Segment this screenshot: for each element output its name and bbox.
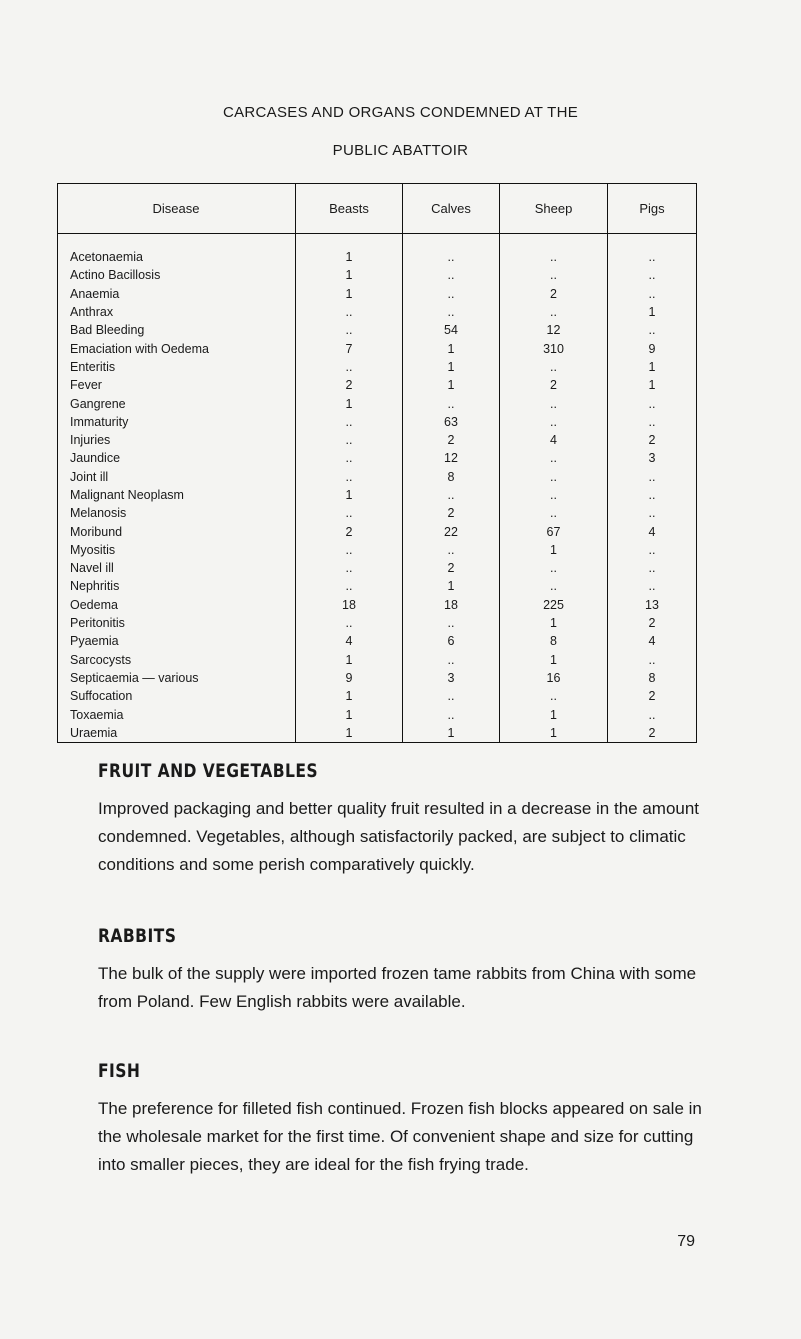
cell-pigs: ..	[608, 486, 697, 504]
table-row	[58, 724, 697, 743]
cell-calves: ..	[403, 651, 500, 669]
cell-beasts: 1	[296, 266, 403, 284]
table-row	[58, 376, 697, 394]
heading-rabbits: RABBITS	[98, 925, 177, 947]
cell-disease: Uraemia	[58, 724, 296, 743]
cell-calves: ..	[403, 541, 500, 559]
cell-calves: ..	[403, 705, 500, 723]
cell-beasts: ..	[296, 303, 403, 321]
cell-pigs: ..	[608, 321, 697, 339]
cell-sheep: 1	[500, 724, 608, 743]
paragraph-fruit-and-vegetables: Improved packaging and better quality fruit resulted in a decrease in the amount condemned. Vegetables, although satisfactorily packed, are subject to climatic conditions and some perish comparatively quickly.	[98, 799, 700, 874]
cell-disease: Toxaemia	[58, 705, 296, 723]
cell-sheep: 2	[500, 376, 608, 394]
table-row	[58, 303, 697, 321]
cell-calves: 1	[403, 376, 500, 394]
table-row	[58, 358, 697, 376]
cell-beasts: 1	[296, 687, 403, 705]
cell-calves: ..	[403, 285, 500, 303]
cell-pigs: ..	[608, 394, 697, 412]
cell-pigs: ..	[608, 577, 697, 595]
cell-sheep: 1	[500, 705, 608, 723]
table-row	[58, 596, 697, 614]
cell-sheep: ..	[500, 413, 608, 431]
cell-disease: Acetonaemia	[58, 248, 296, 266]
cell-beasts: ..	[296, 468, 403, 486]
cell-sheep: ..	[500, 394, 608, 412]
cell-pigs: 1	[608, 358, 697, 376]
cell-beasts: ..	[296, 449, 403, 467]
cell-beasts: 2	[296, 522, 403, 540]
cell-beasts: ..	[296, 413, 403, 431]
cell-calves: 12	[403, 449, 500, 467]
cell-sheep: ..	[500, 303, 608, 321]
cell-pigs: ..	[608, 413, 697, 431]
cell-pigs: 3	[608, 449, 697, 467]
cell-calves: 1	[403, 358, 500, 376]
table-row	[58, 504, 697, 522]
cell-sheep: 67	[500, 522, 608, 540]
table-spacer-row	[58, 234, 697, 249]
cell-beasts: 1	[296, 651, 403, 669]
cell-beasts: ..	[296, 614, 403, 632]
paragraph-fish: The preference for filleted fish continued. Frozen fish blocks appeared on sale in the wholesale market for the first time. Of convenient shape and size for cutting into smaller pieces, they are ideal for the fish frying trade.	[98, 1099, 702, 1174]
cell-sheep: 16	[500, 669, 608, 687]
cell-sheep: ..	[500, 687, 608, 705]
cell-sheep: 1	[500, 651, 608, 669]
table-row	[58, 541, 697, 559]
cell-pigs: ..	[608, 285, 697, 303]
cell-disease: Fever	[58, 376, 296, 394]
paragraph-rabbits: The bulk of the supply were imported frozen tame rabbits from China with some from Poland. Few English rabbits were available.	[98, 964, 697, 1011]
cell-sheep: ..	[500, 358, 608, 376]
table-body	[58, 234, 697, 743]
cell-disease: Sarcocysts	[58, 651, 296, 669]
cell-calves: ..	[403, 248, 500, 266]
cell-beasts: ..	[296, 559, 403, 577]
cell-calves: 1	[403, 577, 500, 595]
cell-pigs: ..	[608, 705, 697, 723]
header-pigs: Pigs	[608, 184, 697, 234]
table-row	[58, 468, 697, 486]
cell-pigs: ..	[608, 266, 697, 284]
cell-disease: Anthrax	[58, 303, 296, 321]
cell-calves: 18	[403, 596, 500, 614]
cell-sheep: ..	[500, 577, 608, 595]
header-disease: Disease	[58, 184, 296, 234]
cell-pigs: 4	[608, 522, 697, 540]
cell-calves: 1	[403, 339, 500, 357]
heading-fruit-and-vegetables: FRUIT AND VEGETABLES	[98, 760, 319, 782]
page-number: 79	[677, 1233, 695, 1250]
table-row	[58, 413, 697, 431]
cell-beasts: ..	[296, 358, 403, 376]
cell-beasts: 1	[296, 285, 403, 303]
cell-calves: 2	[403, 431, 500, 449]
cell-calves: 3	[403, 669, 500, 687]
cell-sheep: 1	[500, 614, 608, 632]
table-row	[58, 321, 697, 339]
cell-beasts: 9	[296, 669, 403, 687]
table-row	[58, 248, 697, 266]
cell-sheep: 4	[500, 431, 608, 449]
cell-disease: Gangrene	[58, 394, 296, 412]
cell-disease: Joint ill	[58, 468, 296, 486]
table-row	[58, 577, 697, 595]
cell-beasts: 1	[296, 248, 403, 266]
table-row	[58, 522, 697, 540]
cell-beasts: 2	[296, 376, 403, 394]
cell-pigs: ..	[608, 541, 697, 559]
cell-pigs: 1	[608, 303, 697, 321]
cell-calves: 63	[403, 413, 500, 431]
cell-pigs: 2	[608, 724, 697, 743]
cell-beasts: ..	[296, 504, 403, 522]
cell-beasts: 7	[296, 339, 403, 357]
condemned-table	[57, 183, 697, 743]
cell-disease: Jaundice	[58, 449, 296, 467]
cell-disease: Melanosis	[58, 504, 296, 522]
cell-sheep: 310	[500, 339, 608, 357]
cell-sheep: ..	[500, 449, 608, 467]
cell-calves: 1	[403, 724, 500, 743]
cell-beasts: 1	[296, 394, 403, 412]
table-row	[58, 266, 697, 284]
cell-calves: ..	[403, 266, 500, 284]
cell-calves: ..	[403, 486, 500, 504]
cell-pigs: 1	[608, 376, 697, 394]
cell-disease: Nephritis	[58, 577, 296, 595]
cell-disease: Enteritis	[58, 358, 296, 376]
cell-sheep: ..	[500, 559, 608, 577]
cell-beasts: ..	[296, 541, 403, 559]
table-row	[58, 285, 697, 303]
cell-calves: ..	[403, 687, 500, 705]
cell-disease: Moribund	[58, 522, 296, 540]
cell-disease: Emaciation with Oedema	[58, 339, 296, 357]
cell-disease: Septicaemia — various	[58, 669, 296, 687]
header-sheep: Sheep	[500, 184, 608, 234]
cell-beasts: 1	[296, 705, 403, 723]
table-row	[58, 705, 697, 723]
cell-pigs: ..	[608, 504, 697, 522]
table-row	[58, 687, 697, 705]
cell-sheep: 8	[500, 632, 608, 650]
cell-beasts: ..	[296, 431, 403, 449]
cell-sheep: ..	[500, 486, 608, 504]
cell-sheep: 12	[500, 321, 608, 339]
table-row	[58, 486, 697, 504]
cell-beasts: ..	[296, 577, 403, 595]
cell-disease: Bad Bleeding	[58, 321, 296, 339]
cell-beasts: 1	[296, 486, 403, 504]
cell-pigs: 9	[608, 339, 697, 357]
header-calves: Calves	[403, 184, 500, 234]
cell-calves: ..	[403, 614, 500, 632]
cell-calves: 2	[403, 559, 500, 577]
page-subtitle: PUBLIC ABATTOIR	[332, 142, 469, 159]
header-beasts: Beasts	[296, 184, 403, 234]
cell-beasts: 1	[296, 724, 403, 743]
heading-fish: FISH	[98, 1060, 141, 1082]
table-row	[58, 431, 697, 449]
cell-calves: 8	[403, 468, 500, 486]
cell-sheep: ..	[500, 468, 608, 486]
table-row	[58, 449, 697, 467]
table-row	[58, 339, 697, 357]
cell-disease: Malignant Neoplasm	[58, 486, 296, 504]
table-row	[58, 614, 697, 632]
cell-calves: 6	[403, 632, 500, 650]
cell-disease: Myositis	[58, 541, 296, 559]
cell-beasts: ..	[296, 321, 403, 339]
cell-disease: Immaturity	[58, 413, 296, 431]
cell-disease: Navel ill	[58, 559, 296, 577]
cell-pigs: ..	[608, 559, 697, 577]
cell-disease: Oedema	[58, 596, 296, 614]
table-row	[58, 394, 697, 412]
table-row	[58, 632, 697, 650]
cell-calves: ..	[403, 303, 500, 321]
cell-pigs: 2	[608, 614, 697, 632]
page-title: CARCASES AND ORGANS CONDEMNED AT THE	[222, 104, 579, 121]
cell-disease: Injuries	[58, 431, 296, 449]
cell-sheep: ..	[500, 266, 608, 284]
cell-sheep: ..	[500, 248, 608, 266]
cell-calves: 2	[403, 504, 500, 522]
cell-sheep: 1	[500, 541, 608, 559]
cell-sheep: ..	[500, 504, 608, 522]
cell-pigs: 4	[608, 632, 697, 650]
cell-disease: Peritonitis	[58, 614, 296, 632]
cell-disease: Actino Bacillosis	[58, 266, 296, 284]
cell-calves: 54	[403, 321, 500, 339]
table-row	[58, 559, 697, 577]
cell-pigs: ..	[608, 468, 697, 486]
table-row	[58, 651, 697, 669]
table-row	[58, 669, 697, 687]
cell-pigs: ..	[608, 651, 697, 669]
cell-pigs: 2	[608, 687, 697, 705]
cell-sheep: 225	[500, 596, 608, 614]
cell-beasts: 4	[296, 632, 403, 650]
cell-pigs: 13	[608, 596, 697, 614]
table-header-row	[58, 184, 697, 234]
cell-pigs: ..	[608, 248, 697, 266]
cell-disease: Suffocation	[58, 687, 296, 705]
cell-sheep: 2	[500, 285, 608, 303]
cell-disease: Pyaemia	[58, 632, 296, 650]
cell-calves: 22	[403, 522, 500, 540]
cell-disease: Anaemia	[58, 285, 296, 303]
cell-calves: ..	[403, 394, 500, 412]
cell-pigs: 2	[608, 431, 697, 449]
cell-beasts: 18	[296, 596, 403, 614]
cell-pigs: 8	[608, 669, 697, 687]
